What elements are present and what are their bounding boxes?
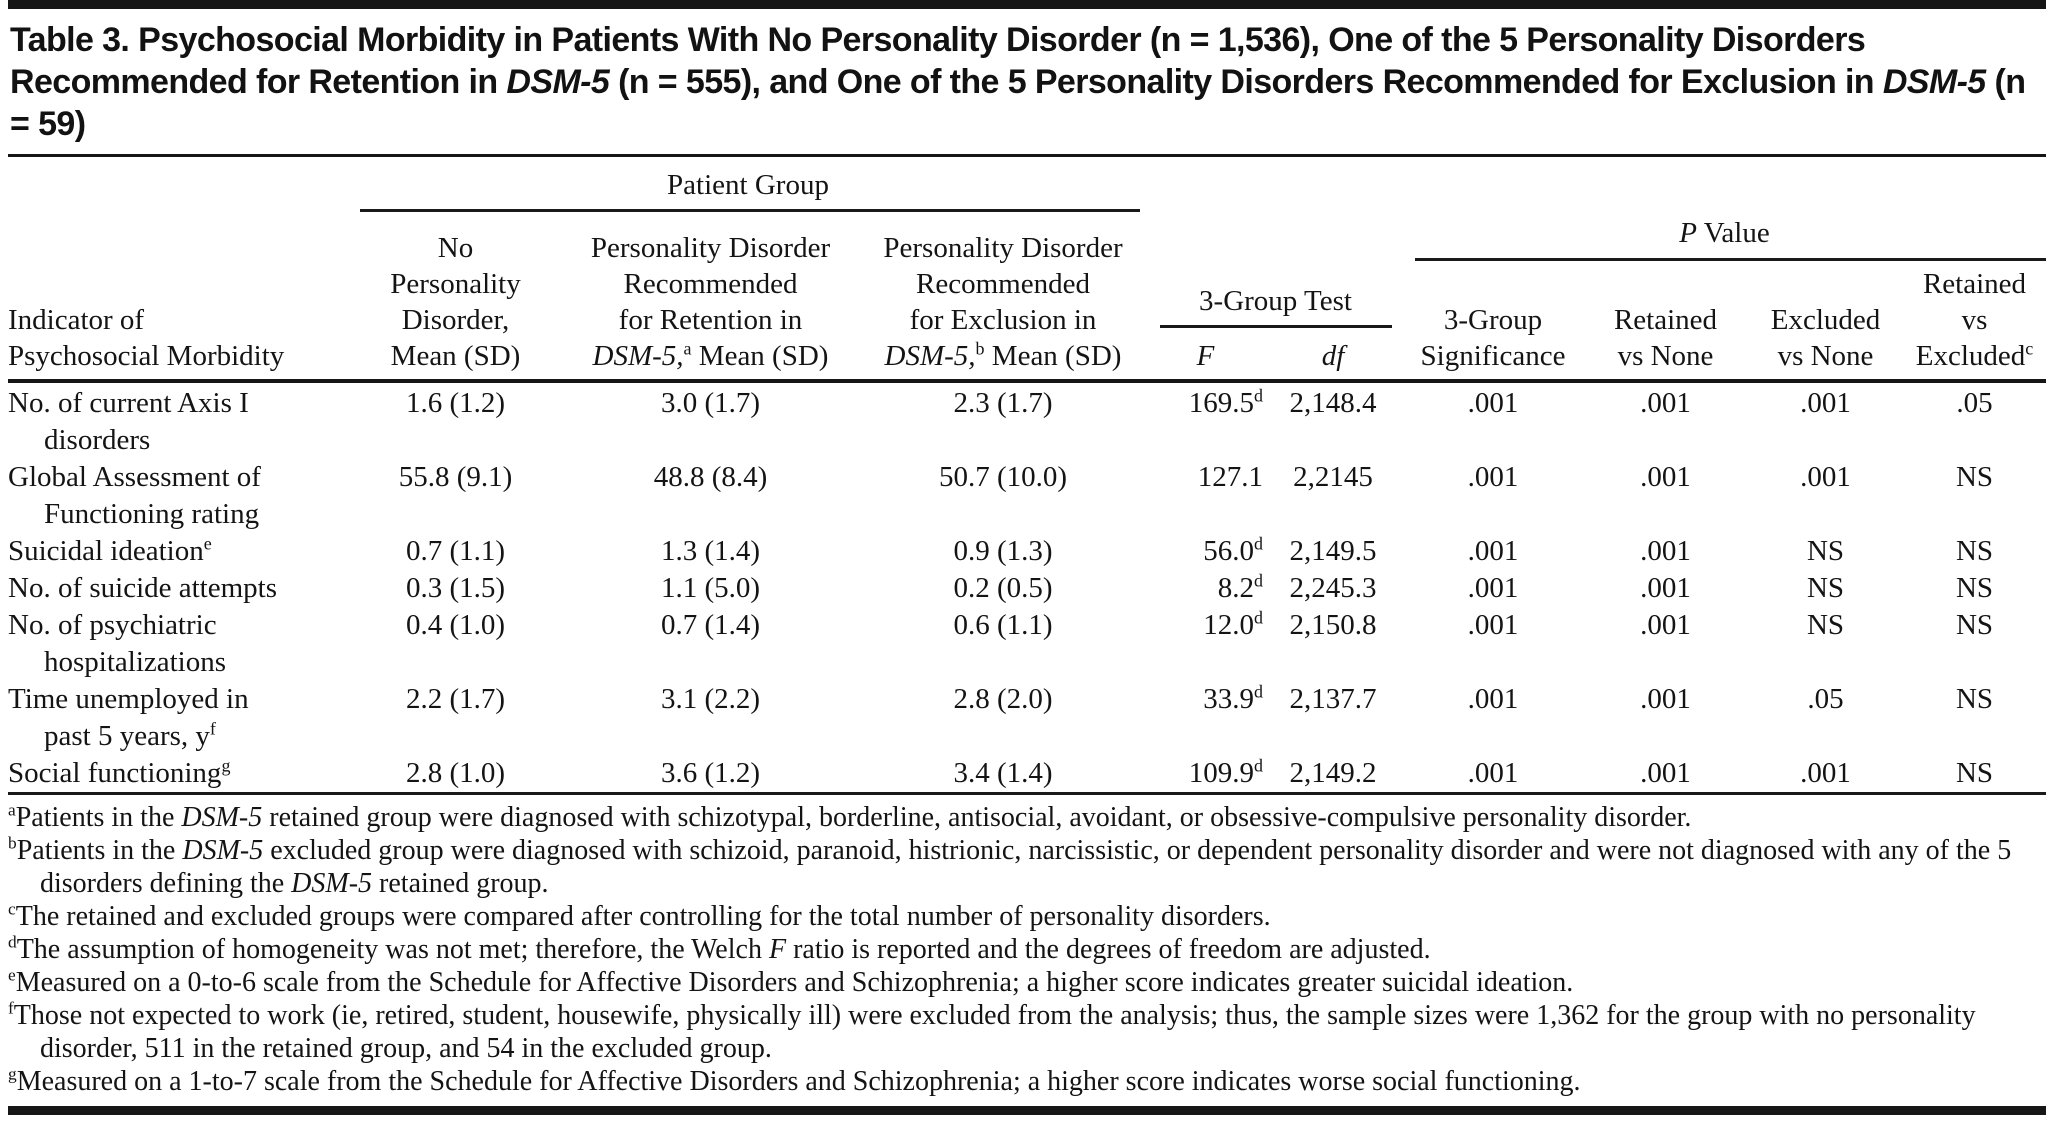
footnote-b: $^b$Patients in the DSM-5 excluded group were diagnosed with schizoid, paranoid, histrionic, narcissistic, or dependent personality disorder and were not diagnosed with any of the 5 disorders defining the DSM-5 retained group. <box>8 833 2012 899</box>
p-cell: .001 <box>1467 572 1519 604</box>
table-row <box>8 459 2046 533</box>
p-cell: NS <box>1955 535 1994 567</box>
df-cell: 2,149.5 <box>1289 535 1377 567</box>
mean-cell: 3.4 (1.4) <box>953 757 1053 789</box>
table-row <box>8 607 2046 681</box>
table-row <box>8 681 2046 755</box>
p-cell: NS <box>1806 535 1845 567</box>
f-cell: 12.0$^d$ <box>1203 607 1263 641</box>
column-header-3-group-significance: 3-Group Significance <box>1420 304 1566 372</box>
p-cell: .001 <box>1467 683 1519 715</box>
p-cell: .001 <box>1640 683 1691 715</box>
column-header-retained-vs-none: Retained vs None <box>1613 304 1718 372</box>
patient-group-rule <box>360 209 1140 212</box>
mean-cell: 1.3 (1.4) <box>660 535 761 567</box>
mean-cell: 0.2 (0.5) <box>953 572 1053 604</box>
p-cell: NS <box>1955 609 1994 641</box>
df-cell: 2,137.7 <box>1289 683 1377 715</box>
mean-cell: 1.6 (1.2) <box>405 387 506 419</box>
table-header <box>8 157 2046 379</box>
mean-cell: 1.1 (5.0) <box>660 572 761 604</box>
footnote-a: $^a$Patients in the DSM-5 retained group were diagnosed with schizotypal, borderline, antisocial, avoidant, or obsessive-compulsive personality disorder. <box>8 800 1692 833</box>
p-cell: NS <box>1955 757 1994 789</box>
mean-cell: 48.8 (8.4) <box>653 461 768 493</box>
mean-cell: 3.6 (1.2) <box>660 757 761 789</box>
title-segment-dsm5: DSM-5 <box>1882 63 1986 101</box>
indicator-cell: No. of current Axis I disorders <box>8 387 249 456</box>
column-header-retained-vs-excluded: Retained vs Excluded$^c$ <box>1915 268 2034 372</box>
indicator-cell: Global Assessment of Functioning rating <box>8 461 261 530</box>
f-cell: 127.1 <box>1197 461 1263 493</box>
column-header-df: df <box>1321 340 1345 372</box>
indicator-cell: Suicidal ideation$^e$ <box>8 533 212 567</box>
f-cell: 56.0$^d$ <box>1203 533 1263 567</box>
mean-cell: 3.0 (1.7) <box>660 387 761 419</box>
bottom-rule <box>8 1106 2046 1115</box>
column-header-excluded-vs-none: Excluded vs None <box>1770 304 1881 372</box>
p-cell: .001 <box>1640 609 1691 641</box>
mean-cell: 2.3 (1.7) <box>953 387 1053 419</box>
p-value-rest: Value <box>1696 217 1770 249</box>
column-header-excluded: Personality Disorder Recommended for Exclusion in DSM-5,$^b$ Mean (SD) <box>883 232 1123 372</box>
column-header-f: F <box>1196 340 1215 372</box>
p-cell: .05 <box>1956 387 1993 419</box>
p-cell: .001 <box>1640 757 1691 789</box>
p-cell: NS <box>1955 461 1994 493</box>
table-row <box>8 385 2046 459</box>
title-segment: Table 3. Psychosocial Morbidity in Patients With No Personality Disorder (n = 1,536), One of the 5 Personality Disorders Recommended for Retention in <box>10 21 1866 101</box>
p-value-italic-p: P <box>1679 217 1697 249</box>
p-cell: .001 <box>1640 572 1691 604</box>
table-title-bar <box>8 0 2046 157</box>
mean-cell: 50.7 (10.0) <box>938 461 1068 493</box>
mean-cell: 2.8 (1.0) <box>405 757 506 789</box>
footnote-e: $^e$Measured on a 0-to-6 scale from the Schedule for Affective Disorders and Schizophrenia; a higher score indicates greater suicidal ideation. <box>8 965 1574 998</box>
spanner-p-value <box>1403 215 2046 251</box>
3-group-test-rule <box>1160 325 1392 328</box>
p-cell: .001 <box>1640 387 1691 419</box>
df-cell: 2,2145 <box>1293 461 1373 493</box>
indicator-cell: Social functioning$^g$ <box>8 755 231 789</box>
mean-cell: 0.4 (1.0) <box>405 609 506 641</box>
table-row <box>8 755 2046 792</box>
p-cell: .001 <box>1467 535 1519 567</box>
mean-cell: 0.9 (1.3) <box>953 535 1053 567</box>
p-cell: .05 <box>1807 683 1844 715</box>
footnote-d: $^d$The assumption of homogeneity was not met; therefore, the Welch F ratio is reported and the degrees of freedom are adjusted. <box>8 932 1431 965</box>
indicator-cell: No. of suicide attempts <box>8 572 278 604</box>
p-cell: .001 <box>1800 757 1851 789</box>
f-cell: 109.9$^d$ <box>1188 755 1263 789</box>
mean-cell: 2.2 (1.7) <box>405 683 506 715</box>
df-cell: 2,148.4 <box>1289 387 1377 419</box>
f-cell: 169.5$^d$ <box>1188 385 1263 419</box>
spanner-patient-group: Patient Group <box>667 169 829 201</box>
p-cell: NS <box>1955 683 1994 715</box>
mean-cell: 3.1 (2.2) <box>660 683 761 715</box>
p-cell: .001 <box>1467 757 1519 789</box>
df-cell: 2,150.8 <box>1289 609 1377 641</box>
header-bottom-rule <box>8 379 2046 383</box>
p-cell: NS <box>1955 572 1994 604</box>
footnotes <box>8 795 2046 1104</box>
mean-cell: 0.6 (1.1) <box>953 609 1053 641</box>
column-header-retained: Personality Disorder Recommended for Retention in DSM-5,$^a$ Mean (SD) <box>590 232 831 372</box>
footnote-f: $^f$Those not expected to work (ie, retired, student, housewife, physically ill) were excluded from the analysis; thus, the sample sizes were 1,362 for the group with no personality disorder, 511 in the retained group, and 54 in the excluded group. <box>8 998 1976 1064</box>
p-cell: .001 <box>1467 387 1519 419</box>
p-cell: .001 <box>1640 461 1691 493</box>
column-header-indicator: Indicator of Psychosocial Morbidity <box>8 304 285 372</box>
title-segment-dsm5: DSM-5 <box>506 63 610 101</box>
mean-cell: 0.3 (1.5) <box>405 572 506 604</box>
p-value-rule <box>1415 258 2046 261</box>
f-cell: 8.2$^d$ <box>1217 570 1263 604</box>
df-cell: 2,245.3 <box>1289 572 1377 604</box>
indicator-cell: Time unemployed in past 5 years, $y^f$ <box>8 683 249 752</box>
table-title <box>10 19 2044 145</box>
p-cell: .001 <box>1800 387 1851 419</box>
column-header-no-pd: No Personality Disorder, Mean (SD) <box>390 232 521 372</box>
footnote-g: $^g$Measured on a 1-to-7 scale from the Schedule for Affective Disorders and Schizophrenia; a higher score indicates worse social functioning. <box>8 1064 1581 1097</box>
p-cell: NS <box>1806 609 1845 641</box>
p-cell: .001 <box>1800 461 1851 493</box>
p-cell: NS <box>1806 572 1845 604</box>
p-cell: .001 <box>1640 535 1691 567</box>
indicator-cell: No. of psychiatric hospitalizations <box>8 609 227 678</box>
mean-cell: 55.8 (9.1) <box>398 461 513 493</box>
title-segment: (n = 555), and One of the 5 Personality Disorders Recommended for Exclusion in <box>609 63 1883 101</box>
p-cell: .001 <box>1467 609 1519 641</box>
footnote-c: $^c$The retained and excluded groups were compared after controlling for the total number of personality disorders. <box>8 899 1271 932</box>
mean-cell: 0.7 (1.1) <box>405 535 506 567</box>
table-row <box>8 570 2046 607</box>
title-segment: (n = 59) <box>10 63 2026 143</box>
mean-cell: 0.7 (1.4) <box>660 609 761 641</box>
f-cell: 33.9$^d$ <box>1203 681 1263 715</box>
p-cell: .001 <box>1467 461 1519 493</box>
df-cell: 2,149.2 <box>1289 757 1377 789</box>
data-table <box>8 385 2046 792</box>
mean-cell: 2.8 (2.0) <box>953 683 1053 715</box>
spanner-3-group-test: 3-Group Test <box>1199 285 1352 317</box>
table-row <box>8 533 2046 570</box>
